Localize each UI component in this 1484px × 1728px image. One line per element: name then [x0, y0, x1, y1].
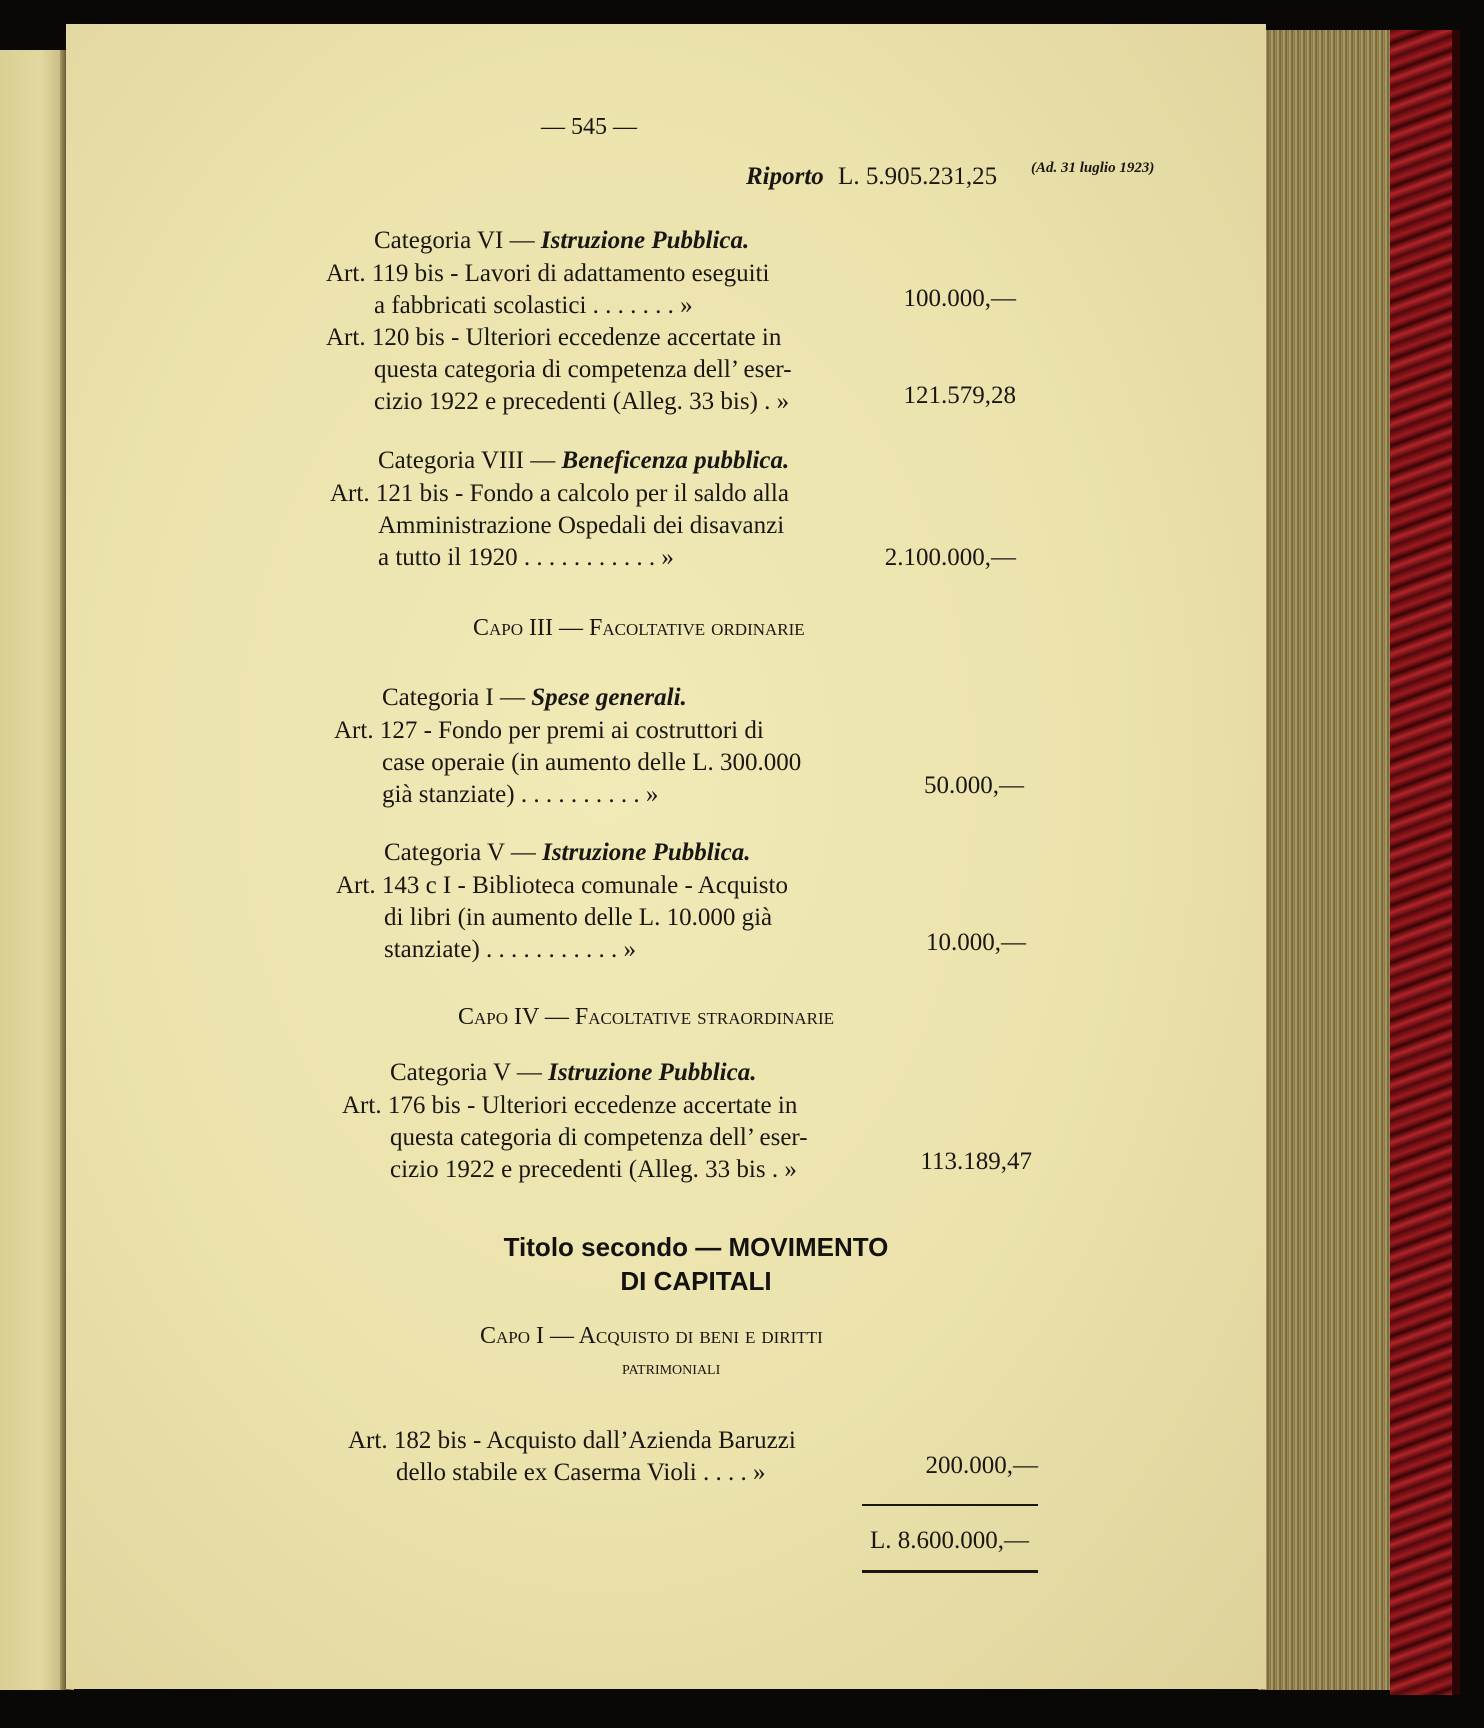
article-line: questa categoria di competenza dell’ eser- [374, 356, 792, 383]
riporto-note: (Ad. 31 luglio 1923) [1031, 160, 1155, 176]
category-heading [390, 1056, 756, 1089]
article-line: a tutto il 1920 . . . . . . . . . . . » [378, 544, 674, 571]
category-name: Istruzione Pubblica. [548, 1059, 757, 1086]
category-name: Beneficenza pubblica. [561, 447, 790, 474]
book-cover [1390, 30, 1458, 1695]
article-line: Art. 119 bis - Lavori di adattamento eseguiti [326, 260, 770, 287]
capo-heading-cont: patrimoniali [622, 1357, 721, 1379]
article-line: questa categoria di competenza dell’ eser- [390, 1124, 808, 1151]
category-heading [378, 444, 789, 477]
article-line: di libri (in aumento delle L. 10.000 già [384, 904, 773, 931]
total-top-rule [862, 1504, 1038, 1506]
article-line: Art. 176 bis - Ulteriori eccedenze accertate in [342, 1092, 798, 1119]
category-heading [384, 836, 750, 869]
category-prefix: Categoria VIII — [378, 447, 556, 474]
category-prefix: Categoria V — [390, 1059, 542, 1086]
category-name: Istruzione Pubblica. [542, 839, 751, 866]
category-heading [374, 224, 749, 257]
riporto-amount: L. 5.905.231,25 [838, 163, 998, 190]
article-line: cizio 1922 e precedenti (Alleg. 33 bis) . » [374, 388, 790, 415]
article-line: dello stabile ex Caserma Violi . . . . » [396, 1459, 766, 1486]
article-line: Amministrazione Ospedali dei disavanzi [378, 512, 785, 539]
left-page-edge [0, 50, 68, 1690]
article-line: Art. 143 c I - Biblioteca comunale - Acquisto [336, 872, 788, 899]
riporto-line [746, 160, 997, 193]
article-line: case operaie (in aumento delle L. 300.000 [382, 749, 802, 776]
article-amount: 100.000,— [903, 285, 1016, 312]
titolo-heading-line1: Titolo secondo — MOVIMENTO [503, 1232, 889, 1262]
article-amount: 50.000,— [924, 772, 1024, 799]
article-amount: 200.000,— [925, 1452, 1038, 1479]
article-line: già stanziate) . . . . . . . . . . » [382, 781, 659, 808]
article-line: Art. 182 bis - Acquisto dall’Azienda Baruzzi [348, 1427, 796, 1454]
category-prefix: Categoria I — [382, 684, 526, 711]
article-line: Art. 121 bis - Fondo a calcolo per il saldo alla [330, 480, 789, 507]
capo-heading: Capo I — Acquisto di beni e diritti [480, 1323, 823, 1349]
article-amount: 2.100.000,— [884, 544, 1016, 571]
page-number: — 545 — [541, 114, 637, 140]
article-line: Art. 127 - Fondo per premi ai costruttori di [334, 717, 764, 744]
article-line: Art. 120 bis - Ulteriori eccedenze accertate in [326, 324, 782, 351]
article-amount: 113.189,47 [920, 1148, 1032, 1175]
page-block-edges [1258, 30, 1398, 1690]
article-line: cizio 1922 e precedenti (Alleg. 33 bis . » [390, 1156, 797, 1183]
riporto-label: Riporto [746, 163, 824, 190]
capo-heading: Capo III — Facoltative ordinarie [473, 615, 805, 641]
total-bottom-rule [862, 1570, 1038, 1573]
category-name: Spese generali. [531, 684, 687, 711]
category-prefix: Categoria VI — [374, 227, 535, 254]
article-line: a fabbricati scolastici . . . . . . . » [374, 292, 693, 319]
article-amount: 121.579,28 [903, 382, 1016, 409]
titolo-heading-line2: DI CAPITALI [620, 1266, 772, 1296]
article-line: stanziate) . . . . . . . . . . . » [384, 936, 637, 963]
capo-heading: Capo IV — Facoltative straordinarie [458, 1004, 835, 1030]
category-name: Istruzione Pubblica. [540, 227, 750, 254]
article-amount: 10.000,— [926, 929, 1026, 956]
grand-total: L. 8.600.000,— [870, 1527, 1030, 1554]
book-cover-edge [1452, 30, 1460, 1695]
category-heading [382, 681, 687, 714]
book-page [66, 24, 1266, 1689]
category-prefix: Categoria V — [384, 839, 536, 866]
